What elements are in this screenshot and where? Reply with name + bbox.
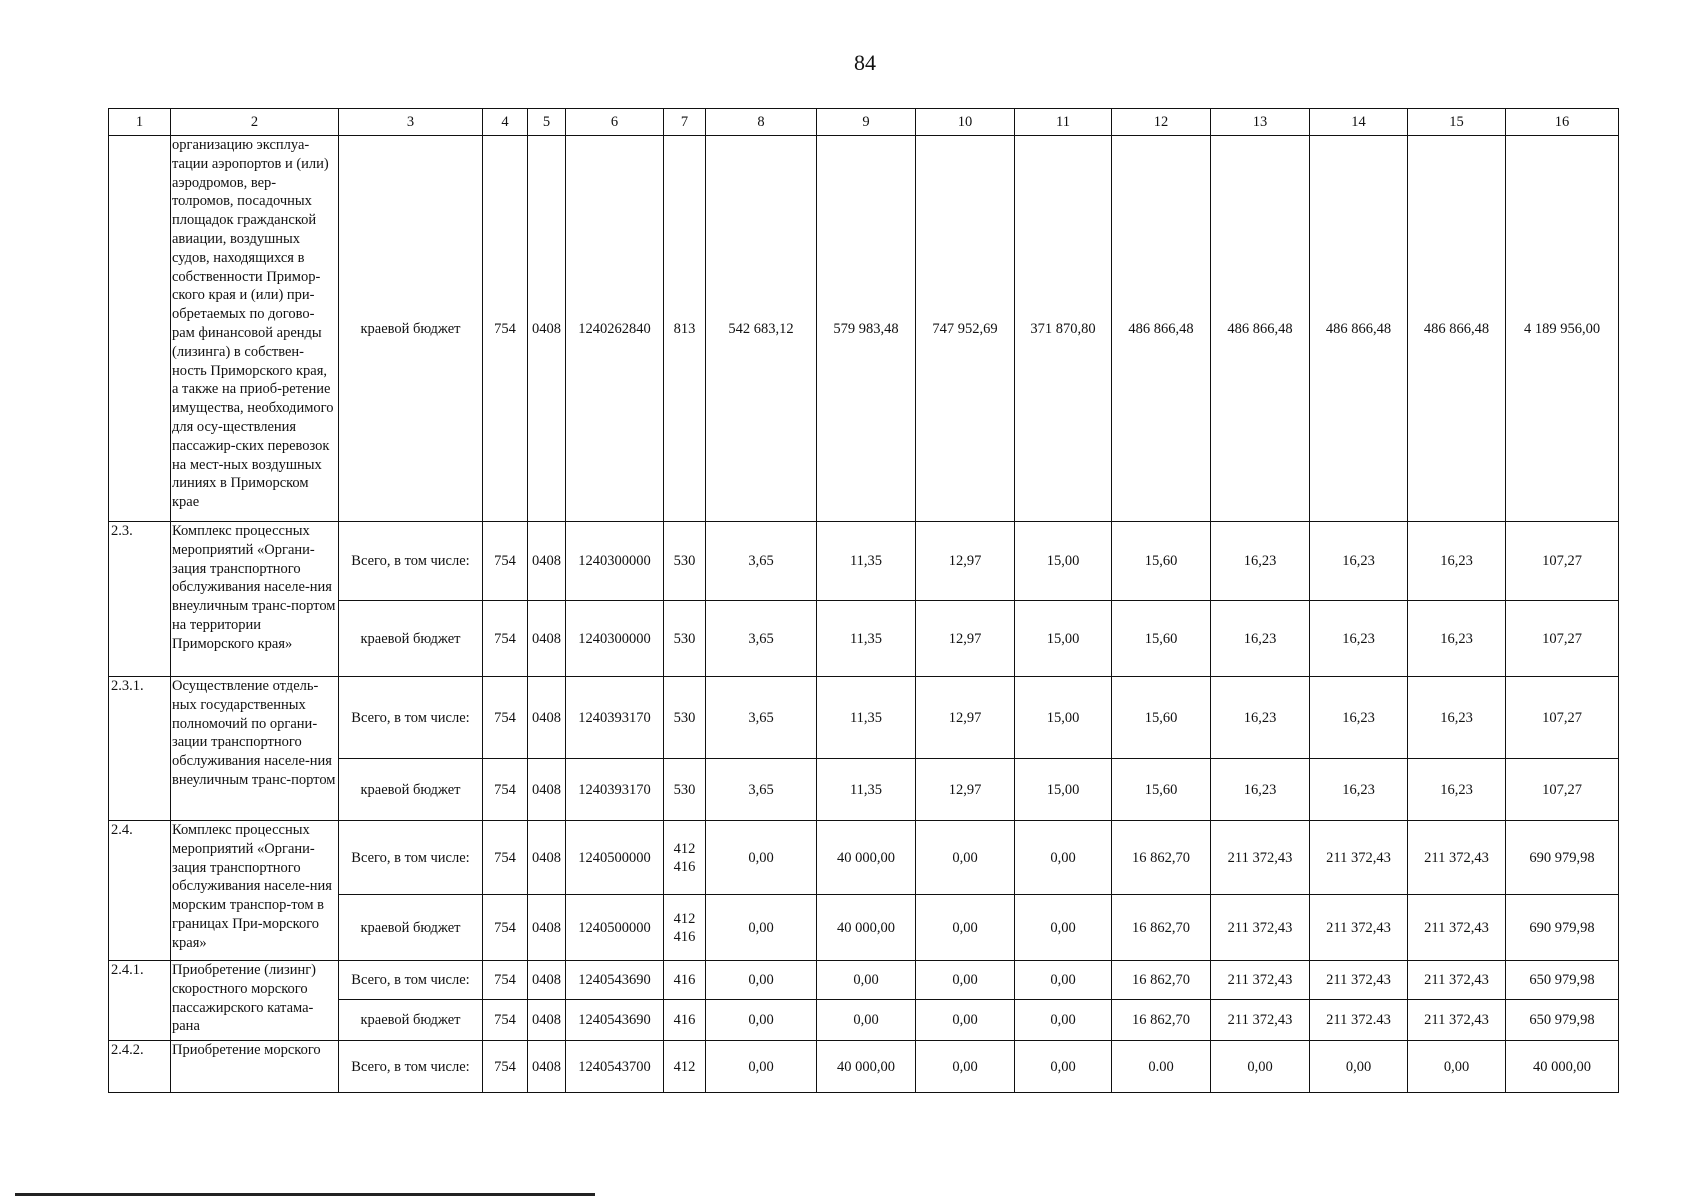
code-target-article: 1240543690 [566, 961, 664, 1000]
expense-type-code: 416 [673, 858, 696, 875]
item-number: 2.3.1. [109, 677, 171, 821]
amount-cell: 0,00 [817, 961, 916, 1000]
amount-cell: 16,23 [1310, 601, 1408, 677]
amount-cell: 16 862,70 [1112, 895, 1211, 961]
amount-cell: 16,23 [1408, 522, 1506, 601]
amount-cell: 16,23 [1310, 522, 1408, 601]
amount-cell: 15,60 [1112, 677, 1211, 759]
col-number: 10 [916, 109, 1015, 136]
amount-cell: 0,00 [916, 895, 1015, 961]
amount-total: 40 000,00 [1506, 1041, 1619, 1093]
code-grbs: 754 [483, 1041, 528, 1093]
amount-cell: 16,23 [1310, 677, 1408, 759]
code-section: 0408 [528, 1000, 566, 1041]
amount-cell: 16 862,70 [1112, 821, 1211, 895]
amount-cell: 40 000,00 [817, 1041, 916, 1093]
col-number: 14 [1310, 109, 1408, 136]
code-expense-type: 530 [664, 601, 706, 677]
code-section: 0408 [528, 677, 566, 759]
amount-cell: 0,00 [1310, 1041, 1408, 1093]
amount-cell: 0,00 [706, 821, 817, 895]
item-number: 2.3. [109, 522, 171, 677]
funding-source: краевой бюджет [339, 136, 483, 522]
code-expense-type: 416 [664, 1000, 706, 1041]
col-number: 15 [1408, 109, 1506, 136]
amount-cell: 211 372,43 [1408, 961, 1506, 1000]
amount-cell: 542 683,12 [706, 136, 817, 522]
amount-cell: 3,65 [706, 677, 817, 759]
amount-cell: 16,23 [1211, 601, 1310, 677]
amount-total: 650 979,98 [1506, 961, 1619, 1000]
amount-cell: 11,35 [817, 759, 916, 821]
code-section: 0408 [528, 1041, 566, 1093]
col-number: 8 [706, 109, 817, 136]
item-name: Осуществление отдель-ных государственных полномочий по органи-зации транспортного обслуживания населе-ния внеуличным транс-портом [171, 677, 339, 821]
code-grbs: 754 [483, 821, 528, 895]
amount-cell: 16,23 [1211, 522, 1310, 601]
amount-cell: 486 866,48 [1211, 136, 1310, 522]
amount-cell: 11,35 [817, 522, 916, 601]
amount-cell: 16,23 [1408, 677, 1506, 759]
amount-cell: 0,00 [916, 961, 1015, 1000]
amount-cell: 15,00 [1015, 522, 1112, 601]
amount-cell: 0,00 [916, 821, 1015, 895]
amount-cell: 15,00 [1015, 759, 1112, 821]
funding-source: краевой бюджет [339, 1000, 483, 1041]
col-number: 1 [109, 109, 171, 136]
amount-cell: 12,97 [916, 759, 1015, 821]
funding-source: Всего, в том числе: [339, 821, 483, 895]
code-target-article: 1240500000 [566, 895, 664, 961]
item-number: 2.4. [109, 821, 171, 961]
col-number: 6 [566, 109, 664, 136]
code-expense-type: 416 [664, 961, 706, 1000]
code-expense-type: 412 [664, 1041, 706, 1093]
amount-cell: 0,00 [706, 895, 817, 961]
table-row [109, 522, 1619, 601]
amount-total: 650 979,98 [1506, 1000, 1619, 1041]
amount-cell: 11,35 [817, 601, 916, 677]
code-expense-type: 530 [664, 677, 706, 759]
page-number: 84 [854, 50, 876, 75]
code-grbs: 754 [483, 961, 528, 1000]
item-name: Приобретение (лизинг) скоростного морского пассажирского катама-рана [171, 961, 339, 1041]
code-grbs: 754 [483, 895, 528, 961]
amount-cell: 0,00 [1015, 821, 1112, 895]
amount-cell: 211 372,43 [1408, 895, 1506, 961]
code-section: 0408 [528, 821, 566, 895]
amount-cell: 486 866,48 [1112, 136, 1211, 522]
col-number: 11 [1015, 109, 1112, 136]
amount-cell: 15,60 [1112, 522, 1211, 601]
code-expense-type: 530 [664, 759, 706, 821]
column-number-row [109, 109, 1619, 136]
amount-cell: 747 952,69 [916, 136, 1015, 522]
col-number: 7 [664, 109, 706, 136]
funding-source: Всего, в том числе: [339, 677, 483, 759]
amount-cell: 0,00 [1015, 895, 1112, 961]
col-number: 9 [817, 109, 916, 136]
amount-cell: 15,60 [1112, 601, 1211, 677]
amount-cell: 0,00 [1015, 961, 1112, 1000]
amount-cell: 211 372,43 [1408, 1000, 1506, 1041]
amount-total: 107,27 [1506, 522, 1619, 601]
amount-total: 690 979,98 [1506, 895, 1619, 961]
amount-cell: 211 372,43 [1211, 895, 1310, 961]
item-name: Комплекс процессных мероприятий «Органи-зация транспортного обслуживания населе-ния внеуличным транс-портом на территории Приморского края» [171, 522, 339, 677]
item-name: организацию эксплуа-тации аэропортов и (или) аэродромов, вер-толромов, посадочных площадок гражданской авиации, воздушных судов, находящихся в собственности Примор-ского края и (или) при-обретаемых по догово-рам финансовой аренды (лизинга) в собствен-ность Приморского края, а также на приоб-ретение имущества, необходимого для осу-ществления пассажир-ских перевозок на мест-ных воздушных линиях в Приморском крае [171, 136, 339, 522]
code-target-article: 1240300000 [566, 522, 664, 601]
code-expense-type: 813 [664, 136, 706, 522]
amount-cell: 15,60 [1112, 759, 1211, 821]
funding-source: краевой бюджет [339, 601, 483, 677]
code-target-article: 1240500000 [566, 821, 664, 895]
funding-source: Всего, в том числе: [339, 522, 483, 601]
code-section: 0408 [528, 601, 566, 677]
col-number: 12 [1112, 109, 1211, 136]
budget-table [108, 108, 1619, 1093]
amount-cell: 0.00 [1112, 1041, 1211, 1093]
amount-total: 4 189 956,00 [1506, 136, 1619, 522]
code-grbs: 754 [483, 759, 528, 821]
amount-total: 107,27 [1506, 601, 1619, 677]
code-target-article: 1240393170 [566, 677, 664, 759]
amount-cell: 16,23 [1310, 759, 1408, 821]
amount-cell: 40 000,00 [817, 821, 916, 895]
code-target-article: 1240393170 [566, 759, 664, 821]
table-row [109, 961, 1619, 1000]
amount-cell: 15,00 [1015, 601, 1112, 677]
code-grbs: 754 [483, 1000, 528, 1041]
item-number: 2.4.2. [109, 1041, 171, 1093]
col-number: 4 [483, 109, 528, 136]
amount-cell: 211 372,43 [1211, 961, 1310, 1000]
amount-cell: 16,23 [1211, 759, 1310, 821]
amount-cell: 0,00 [706, 1041, 817, 1093]
amount-cell: 3,65 [706, 601, 817, 677]
code-target-article: 1240262840 [566, 136, 664, 522]
amount-cell: 3,65 [706, 759, 817, 821]
expense-type-code: 412 [673, 910, 696, 927]
col-number: 2 [171, 109, 339, 136]
amount-cell: 371 870,80 [1015, 136, 1112, 522]
amount-cell: 12,97 [916, 677, 1015, 759]
code-target-article: 1240543700 [566, 1041, 664, 1093]
code-target-article: 1240543690 [566, 1000, 664, 1041]
amount-cell: 211 372,43 [1408, 821, 1506, 895]
amount-cell: 12,97 [916, 522, 1015, 601]
amount-total: 690 979,98 [1506, 821, 1619, 895]
code-section: 0408 [528, 895, 566, 961]
amount-cell: 0,00 [1408, 1041, 1506, 1093]
code-expense-type [664, 895, 706, 961]
col-number: 3 [339, 109, 483, 136]
amount-cell: 486 866,48 [1408, 136, 1506, 522]
amount-cell: 0,00 [1211, 1041, 1310, 1093]
amount-cell: 211 372,43 [1310, 961, 1408, 1000]
table-row [109, 677, 1619, 759]
code-expense-type [664, 821, 706, 895]
amount-cell: 211 372,43 [1211, 1000, 1310, 1041]
amount-cell: 579 983,48 [817, 136, 916, 522]
footer-divider [15, 1193, 595, 1196]
amount-cell: 16,23 [1408, 759, 1506, 821]
amount-cell: 11,35 [817, 677, 916, 759]
amount-cell: 211 372,43 [1211, 821, 1310, 895]
amount-cell: 16,23 [1211, 677, 1310, 759]
amount-cell: 211 372.43 [1310, 1000, 1408, 1041]
amount-cell: 16 862,70 [1112, 1000, 1211, 1041]
col-number: 13 [1211, 109, 1310, 136]
funding-source: Всего, в том числе: [339, 961, 483, 1000]
item-name: Комплекс процессных мероприятий «Органи-зация транспортного обслуживания населе-ния морским транспор-том в границах При-морского края» [171, 821, 339, 961]
funding-source: краевой бюджет [339, 759, 483, 821]
item-name: Приобретение морского [171, 1041, 339, 1093]
funding-source: Всего, в том числе: [339, 1041, 483, 1093]
code-section: 0408 [528, 759, 566, 821]
table-row [109, 821, 1619, 895]
code-grbs: 754 [483, 136, 528, 522]
amount-cell: 0,00 [1015, 1041, 1112, 1093]
code-grbs: 754 [483, 522, 528, 601]
amount-cell: 40 000,00 [817, 895, 916, 961]
code-section: 0408 [528, 522, 566, 601]
funding-source: краевой бюджет [339, 895, 483, 961]
expense-type-code: 416 [673, 928, 696, 945]
amount-cell: 15,00 [1015, 677, 1112, 759]
col-number: 16 [1506, 109, 1619, 136]
code-grbs: 754 [483, 677, 528, 759]
amount-cell: 12,97 [916, 601, 1015, 677]
amount-cell: 0,00 [706, 961, 817, 1000]
code-section: 0408 [528, 961, 566, 1000]
amount-cell: 211 372,43 [1310, 821, 1408, 895]
table-row [109, 1041, 1619, 1093]
amount-cell: 0,00 [817, 1000, 916, 1041]
col-number: 5 [528, 109, 566, 136]
amount-total: 107,27 [1506, 759, 1619, 821]
amount-cell: 486 866,48 [1310, 136, 1408, 522]
code-expense-type: 530 [664, 522, 706, 601]
code-section: 0408 [528, 136, 566, 522]
amount-cell: 211 372,43 [1310, 895, 1408, 961]
item-number [109, 136, 171, 522]
code-target-article: 1240300000 [566, 601, 664, 677]
item-number: 2.4.1. [109, 961, 171, 1041]
code-grbs: 754 [483, 601, 528, 677]
table-row [109, 136, 1619, 522]
amount-cell: 0,00 [916, 1041, 1015, 1093]
expense-type-code: 412 [673, 840, 696, 857]
amount-cell: 16 862,70 [1112, 961, 1211, 1000]
amount-cell: 16,23 [1408, 601, 1506, 677]
amount-total: 107,27 [1506, 677, 1619, 759]
amount-cell: 0,00 [916, 1000, 1015, 1041]
amount-cell: 0,00 [706, 1000, 817, 1041]
amount-cell: 0,00 [1015, 1000, 1112, 1041]
amount-cell: 3,65 [706, 522, 817, 601]
